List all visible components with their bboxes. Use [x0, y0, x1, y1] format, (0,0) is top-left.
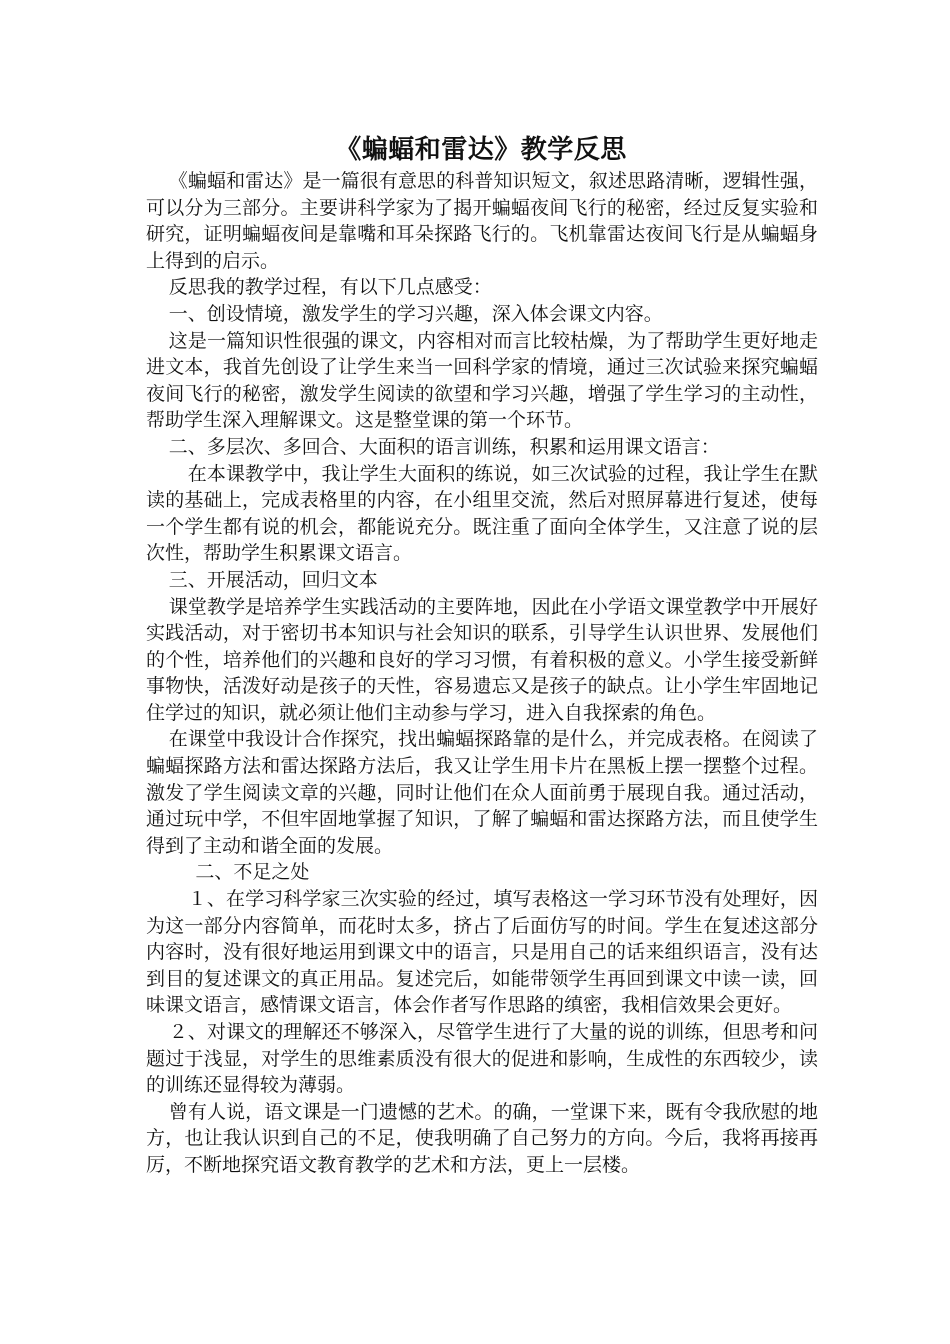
section-heading-2: 二、多层次、多回合、大面积的语言训练，积累和运用课文语言：	[168, 435, 720, 458]
section-heading-3: 三、开展活动，回归文本	[168, 568, 378, 591]
paragraph-reflection-lead: 反思我的教学过程，有以下几点感受：	[168, 276, 492, 299]
paragraph-section-1: 这是一篇知识性很强的课文，内容相对而言比较枯燥，为了帮助学生更好地走进文本，我首先创设了让学生来当一回科学家的情境，通过三次试验来探究蝙蝠夜间飞行的秘密，激发学生阅读的欲望和学习兴趣，增强了学生学习的主动性，帮助学生深入理解课文。这是整堂课的第一个环节。	[146, 329, 818, 432]
paragraph-shortcoming-1: １、在学习科学家三次实验的经过，填写表格这一学习环节没有处理好，因为这一部分内容简单，而花时太多，挤占了后面仿写的时间。学生在复述这部分内容时，没有很好地运用到课文中的语言，只是用自己的话来组织语言，没有达到目的复述课文的真正用品。复述完后，如能带领学生再回到课文中读一读，回味课文语言，感情课文语言，体会作者写作思路的缜密，我相信效果会更好。	[146, 888, 818, 1017]
section-heading-1: 一、创设情境，激发学生的学习兴趣，深入体会课文内容。	[168, 302, 663, 325]
paragraph-conclusion: 曾有人说，语文课是一门遗憾的艺术。的确，一堂课下来，既有令我欣慰的地方，也让我认识到自己的不足，使我明确了自己努力的方向。今后，我将再接再厉，不断地探究语文教育教学的艺术和方法，更上一层楼。	[146, 1100, 818, 1176]
paragraph-section-3a: 课堂教学是培养学生实践活动的主要阵地，因此在小学语文课堂教学中开展好实践活动，对于密切书本知识与社会知识的联系，引导学生认识世界、发展他们的个性，培养他们的兴趣和良好的学习习惯，有着积极的意义。小学生接受新鲜事物快，活泼好动是孩子的天性，容易遗忘又是孩子的缺点。让小学生牢固地记住学过的知识，就必须让他们主动参与学习，进入自我探索的角色。	[146, 595, 818, 724]
paragraph-intro: 《蝙蝠和雷达》是一篇很有意思的科普知识短文，叙述思路清晰，逻辑性强，可以分为三部分。主要讲科学家为了揭开蝙蝠夜间飞行的秘密，经过反复实验和研究，证明蝙蝠夜间是靠嘴和耳朵探路飞行的。飞机靠雷达夜间飞行是从蝙蝠身上得到的启示。	[146, 170, 818, 272]
document-title: 《蝙蝠和雷达》教学反思	[335, 135, 627, 165]
paragraph-section-2: 在本课教学中，我让学生大面积的练说，如三次试验的过程，我让学生在默读的基础上，完成表格里的内容，在小组里交流，然后对照屏幕进行复述，使每一个学生都有说的机会，都能说充分。既注重了面向全体学生，又注意了说的层次性，帮助学生积累课文语言。	[146, 462, 818, 565]
section-heading-shortcomings: 二、不足之处	[195, 861, 310, 884]
document-body	[146, 134, 818, 1179]
paragraph-section-3b: 在课堂中我设计合作探究，找出蝙蝠探路靠的是什么，并完成表格。在阅读了蝙蝠探路方法和雷达探路方法后，我又让学生用卡片在黑板上摆一摆整个过程。激发了学生阅读文章的兴趣，同时让他们在众人面前勇于展现自我。通过活动，通过玩中学，不但牢固地掌握了知识，了解了蝙蝠和雷达探路方法，而且使学生得到了主动和谐全面的发展。	[146, 728, 818, 857]
paragraph-shortcoming-2: ２、对课文的理解还不够深入，尽管学生进行了大量的说的训练，但思考和问题过于浅显，对学生的思维素质没有很大的促进和影响，生成性的东西较少，读的训练还显得较为薄弱。	[146, 1021, 818, 1097]
